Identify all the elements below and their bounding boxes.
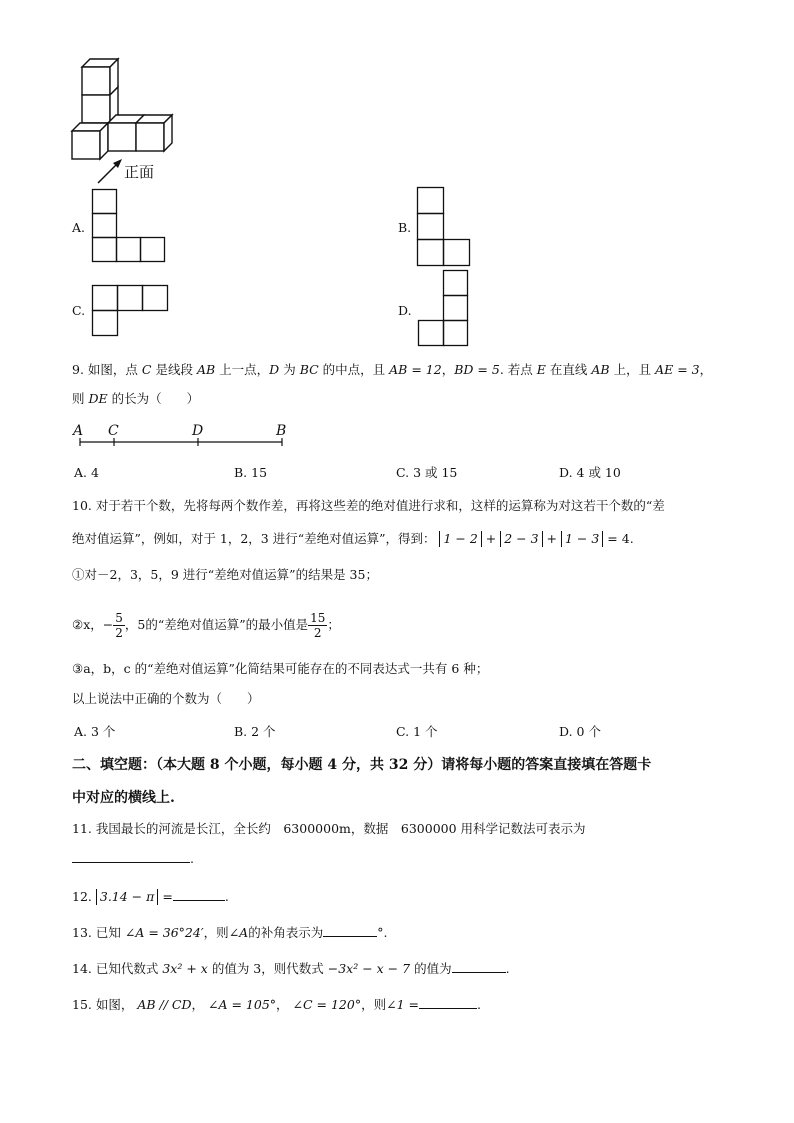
section2-heading-line2: 中对应的横线上. [72,790,175,806]
text: = 4 [607,531,630,546]
math-var: DE [88,391,108,406]
q10-choice-c[interactable]: C. 1 个 [396,724,438,739]
math-expr: BD = 5 [454,362,500,377]
text: ， [441,362,455,377]
text: ； [327,617,340,632]
math-expr: ∠A [228,925,249,940]
q9-line2 [72,390,199,408]
text: 是线段 [155,362,193,377]
q12-line [72,886,229,906]
q14-line [72,958,510,978]
math-var: AB [591,362,610,377]
text: = [162,889,173,904]
text: 的值为 [414,961,452,976]
q9-point-c: C [108,423,119,439]
q10-choice-d[interactable]: D. 0 个 [559,724,601,739]
abs-value: 1 − 2 [439,531,481,547]
abs-value: 2 − 3 [500,531,542,547]
text: . [224,889,229,904]
abs-value: 3.14 − π [96,889,158,905]
section2-heading-line1: 二、填空题：（本大题 8 个小题，每小题 4 分，共 32 分）请将每小题的答案直接填在答题卡 [72,757,652,773]
answer-blank[interactable] [173,886,225,901]
q10-statement-2 [72,605,340,645]
front-label: 正面 [124,163,155,181]
text: ，则 [203,925,229,940]
text: 上一点， [219,362,270,377]
q9-point-d: D [192,423,204,439]
q10-line1: 10. 对于若干个数，先将每两个数作差，再将这些差的绝对值进行求和，这样的运算称为对这若干个数的“差 [72,498,665,513]
answer-blank[interactable] [452,958,506,973]
option-d-label[interactable]: D. [398,303,412,318]
numerator: 5 [115,610,123,625]
math-var: BC [299,362,319,377]
math-expr: ∠C = 120° [292,997,362,1012]
q10-question: 以上说法中正确的个数为（ ） [72,691,260,706]
text: °. [377,925,388,940]
q10-statement-1: ①对－2，3，5，9 进行“差绝对值运算”的结果是 35； [72,567,378,582]
q9-choice-a[interactable]: A. 4 [74,465,99,480]
text: . [476,997,481,1012]
q11-line2 [72,848,194,868]
text: 为 [283,362,296,377]
q9-line1: 9. 如图，点 C 是线段 AB 上一点，D 为 BC 的中点，且 AB = 12，BD = 5. 若点 E 在直线 AB 上，且 AE = 3， [72,362,713,377]
text: 13. 已知 [72,925,121,940]
text: 在直线 [549,362,588,377]
answer-blank[interactable] [419,994,477,1009]
text: ，则 [361,997,387,1012]
option-b-view [417,187,472,267]
q10-line2: 绝对值运算”，例如，对于 1，2，3 进行“差绝对值运算”，得到： 1 − 2 + 2 − 3 + 1 − 3 = 4. [72,531,634,546]
option-a-label[interactable]: A. [72,220,86,235]
text: 14. 已知代数式 [72,961,159,976]
q9-point-a: A [73,423,84,439]
answer-blank[interactable] [72,848,190,863]
text: ②x，− [72,617,114,632]
q9-choice-d[interactable]: D. 4 或 10 [559,465,621,480]
q11-line1: 11. 我国最长的河流是长江，全长约 6300000m，数据 6300000 用科学记数法可表示为 [72,821,586,836]
option-c-view [92,285,170,337]
text: ，5的“差绝对值运算”的最小值是 [124,617,309,632]
answer-blank[interactable] [323,922,377,937]
math-var: AB [196,362,216,377]
text: 的补角表示为 [248,925,324,940]
q13-line [72,922,387,942]
text: 的值为 3，则代数式 [211,961,324,976]
numerator: 15 [310,610,326,625]
text: 12. [72,889,92,904]
cube-solid-drawing [60,55,180,185]
denominator: 2 [313,625,322,640]
math-expr: ∠A = 36°24′ [124,925,204,940]
math-var: E [536,362,546,377]
math-var: C [141,362,152,377]
text: 上，且 [613,362,652,377]
text: 的长为（ ） [111,391,200,406]
abs-value: 1 − 3 [561,531,603,547]
q10-statement-3: ③a，b，c 的“差绝对值运算”化简结果可能存在的不同表达式一共有 6 种； [72,661,489,676]
text: 则 [72,391,85,406]
fraction [308,611,327,640]
option-b-label[interactable]: B. [398,220,412,235]
math-expr: AB // CD [137,997,192,1012]
q9-segment-figure [70,420,295,450]
math-expr: 3x² + x [162,961,208,976]
math-expr: AB = 12 [389,362,442,377]
text: . [190,851,194,866]
q10-choice-a[interactable]: A. 3 个 [74,724,116,739]
math-expr: ∠A = 105° [208,997,277,1012]
text: 9. 如图，点 [72,362,138,377]
text: 15. 如图， [72,997,134,1012]
text: . 若点 [499,362,533,377]
fraction [113,611,125,640]
math-expr: ∠1 = [386,997,419,1012]
q15-line: 15. 如图， AB // CD， ∠A = 105°， ∠C = 120°，则∠1 = . [72,994,481,1014]
text: . [505,961,510,976]
option-a-view [92,189,167,264]
denominator: 2 [115,625,123,640]
q10-choice-b[interactable]: B. 2 个 [234,724,276,739]
text: 的中点，且 [322,362,386,377]
math-expr: −3x² − x − 7 [327,961,411,976]
q9-choice-c[interactable]: C. 3 或 15 [396,465,458,480]
math-expr: AE = 3 [655,362,700,377]
q9-point-b: B [276,423,287,439]
q9-choice-b[interactable]: B. 15 [234,465,268,480]
q8-solid-figure [60,55,180,185]
option-d-view [418,270,470,350]
option-c-label[interactable]: C. [72,303,86,318]
math-var: D [269,362,280,377]
text: 绝对值运算”，例如，对于 1，2，3 进行“差绝对值运算”，得到： [72,531,436,546]
